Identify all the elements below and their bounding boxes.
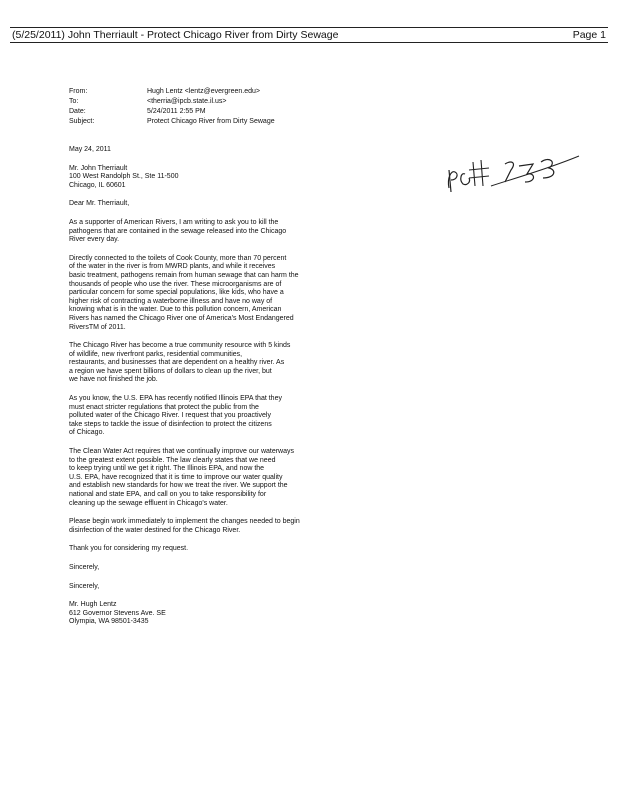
paragraph-line: pathogens that are contained in the sewage released into the Chicago	[69, 227, 287, 235]
meta-value: Hugh Lentz <lentz@evergreen.edu>	[147, 88, 260, 95]
paragraph-line: a region we have spent billions of dollars to clean up the river, but	[69, 367, 272, 375]
paragraph	[69, 448, 369, 508]
address-line: Mr. John Therriault	[69, 164, 128, 172]
paragraph-line: Rivers has named the Chicago River one of America's Most Endangered	[69, 314, 294, 322]
paragraph-line: U.S. EPA, have recognized that it is time to improve our water quality	[69, 473, 283, 481]
closing-line: Sincerely,	[69, 563, 100, 571]
signature-line: 612 Governor Stevens Ave. SE	[69, 609, 166, 617]
paragraph-line: to keep trying until we get it right. The Illinois EPA, and now the	[69, 465, 265, 473]
header-title: (5/25/2011) John Therriault - Protect Chicago River from Dirty Sewage	[12, 29, 339, 41]
paragraph-line: RiversTM of 2011.	[69, 323, 126, 331]
letter-body	[69, 146, 369, 627]
meta-date	[69, 107, 275, 117]
address-line: Chicago, IL 60601	[69, 181, 126, 189]
paragraph-line: higher risk of contracting a waterborne illness and have no way of	[69, 297, 273, 305]
paragraph-line: and establish new standards for how we treat the river. We support the	[69, 482, 288, 490]
salutation: Dear Mr. Therriault,	[69, 200, 130, 208]
meta-label: Date:	[69, 108, 86, 115]
paragraph-line: Directly connected to the toilets of Cook County, more than 70 percent	[69, 254, 287, 262]
meta-subject	[69, 117, 275, 127]
address-line: 100 West Randolph St., Ste 11-500	[69, 173, 179, 181]
paragraph-line: thousands of people who use the river. These microorganisms are of	[69, 280, 282, 288]
paragraph-line: Please begin work immediately to implement the changes needed to begin	[69, 518, 300, 526]
paragraph-line: to the greatest extent possible. The law clearly states that we need	[69, 456, 276, 464]
meta-label: To:	[69, 98, 79, 105]
paragraph-line: of Chicago.	[69, 429, 105, 437]
meta-value: Protect Chicago River from Dirty Sewage	[147, 118, 275, 125]
paragraph	[69, 518, 369, 535]
paragraph-line: we have not finished the job.	[69, 376, 158, 384]
paragraph-line: must enact stricter regulations that protect the public from the	[69, 403, 259, 411]
paragraph-line: The Chicago River has become a true community resource with 5 kinds	[69, 342, 291, 350]
paragraph-line: cleaning up the sewage effluent in Chicago's water.	[69, 499, 228, 507]
letter-date: May 24, 2011	[69, 146, 111, 153]
paragraph-line: River every day.	[69, 236, 120, 244]
paragraph-line: The Clean Water Act requires that we continually improve our waterways	[69, 448, 295, 456]
paragraph	[69, 342, 369, 385]
paragraph	[69, 255, 369, 332]
closing-line: Sincerely,	[69, 582, 100, 590]
paragraph	[69, 395, 369, 438]
paragraph-line: basic treatment, pathogens remain from human sewage that can harm the	[69, 271, 299, 279]
meta-to	[69, 97, 275, 107]
meta-value: 5/24/2011 2:55 PM	[147, 108, 206, 115]
paragraph	[69, 219, 369, 245]
paragraph-line: take steps to tackle the issue of disinfection to protect the citizens	[69, 420, 272, 428]
meta-label: From:	[69, 88, 88, 95]
paragraph-line: restaurants, and businesses that are dependent on a healthy river. As	[69, 359, 285, 367]
handwritten-stamp	[445, 148, 583, 194]
paragraph-line: polluted water of the Chicago River. I request that you proactively	[69, 412, 271, 420]
paragraph-line: As you know, the U.S. EPA has recently notified Illinois EPA that they	[69, 395, 282, 403]
fax-header	[10, 27, 608, 43]
header-page-number: Page 1	[572, 29, 606, 41]
paragraph-line: of wildlife, new riverfront parks, residential communities,	[69, 350, 243, 358]
thanks-line: Thank you for considering my request.	[69, 545, 189, 553]
meta-from	[69, 87, 275, 97]
meta-label: Subject:	[69, 118, 95, 125]
signature-line: Mr. Hugh Lentz	[69, 601, 117, 609]
paragraph-line: particular concern for some special populations, like kids, who have a	[69, 289, 284, 297]
meta-value: <therria@ipcb.state.il.us>	[147, 98, 227, 105]
paragraph-line: national and state EPA, and call on you to take responsibility for	[69, 491, 267, 498]
paragraph-line: of the water in the river is from MWRD plants, and while it receives	[69, 263, 276, 271]
email-meta	[69, 87, 275, 127]
paragraph-line: disinfection of the water destined for the Chicago River.	[69, 526, 241, 534]
paragraph-line: knowing what is in the water. Due to this pollution concern, American	[69, 306, 282, 314]
signature-line: Olympia, WA 98501-3435	[69, 618, 149, 626]
paragraph-line: As a supporter of American Rivers, I am writing to ask you to kill the	[69, 218, 279, 226]
